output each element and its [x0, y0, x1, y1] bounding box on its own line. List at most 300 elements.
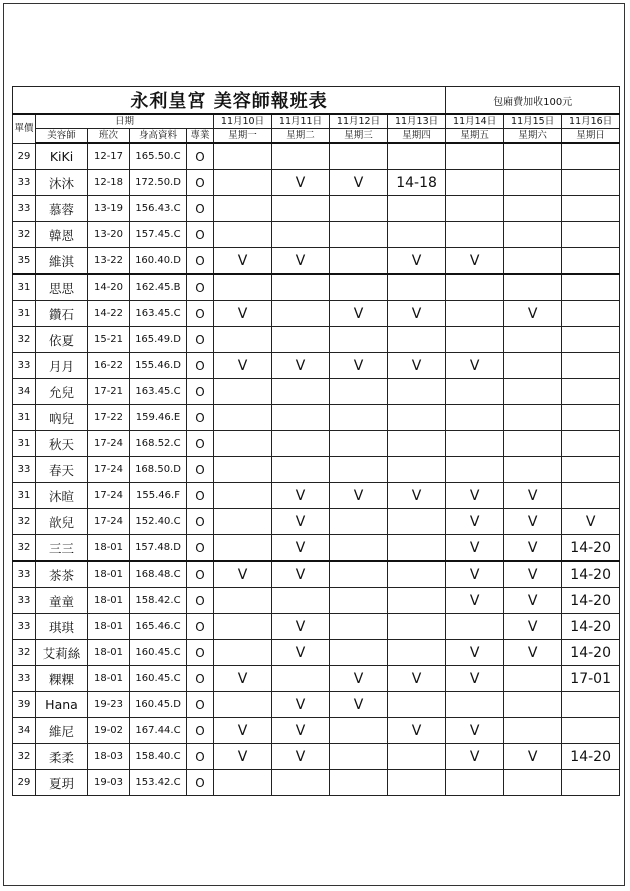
cell-day [214, 509, 272, 535]
cell-day [388, 561, 446, 588]
cell-day [330, 561, 388, 588]
cell-day [446, 143, 504, 170]
cell-price: 32 [13, 509, 36, 535]
cell-pro: O [187, 640, 214, 666]
cell-name: 慕蓉 [36, 196, 88, 222]
cell-day [272, 405, 330, 431]
cell-day [330, 431, 388, 457]
cell-pro: O [187, 405, 214, 431]
cell-body: 165.49.D [130, 327, 187, 353]
cell-price: 33 [13, 561, 36, 588]
cell-day [214, 535, 272, 562]
cell-pro: O [187, 431, 214, 457]
cell-day: 14-20 [562, 561, 620, 588]
cell-day [388, 770, 446, 796]
header-weekday: 星期二 [272, 129, 330, 144]
cell-day [562, 327, 620, 353]
cell-price: 31 [13, 405, 36, 431]
cell-body: 165.46.C [130, 614, 187, 640]
cell-day: V [388, 483, 446, 509]
cell-name: 思思 [36, 274, 88, 301]
cell-body: 155.46.D [130, 353, 187, 379]
cell-day [330, 535, 388, 562]
cell-day: 14-18 [388, 170, 446, 196]
cell-shift: 18-03 [88, 744, 130, 770]
cell-day: V [504, 535, 562, 562]
header-date: 11月11日 [272, 114, 330, 129]
cell-day: V [272, 170, 330, 196]
cell-shift: 17-22 [88, 405, 130, 431]
cell-day [330, 405, 388, 431]
cell-day [446, 222, 504, 248]
cell-day [504, 170, 562, 196]
cell-day [562, 483, 620, 509]
cell-shift: 18-01 [88, 666, 130, 692]
cell-name: 吶兒 [36, 405, 88, 431]
cell-name: 童童 [36, 588, 88, 614]
cell-day [388, 327, 446, 353]
cell-day [562, 301, 620, 327]
cell-name: 允兒 [36, 379, 88, 405]
cell-price: 31 [13, 483, 36, 509]
cell-day: V [388, 248, 446, 275]
cell-day: V [330, 301, 388, 327]
cell-day [272, 431, 330, 457]
cell-day [446, 274, 504, 301]
cell-day: 14-20 [562, 640, 620, 666]
cell-body: 162.45.B [130, 274, 187, 301]
cell-day [388, 379, 446, 405]
cell-name: 韓恩 [36, 222, 88, 248]
cell-day: V [214, 666, 272, 692]
cell-day: V [446, 588, 504, 614]
table-row [13, 405, 620, 431]
cell-body: 153.42.C [130, 770, 187, 796]
cell-name: 艾莉絲 [36, 640, 88, 666]
table-row [13, 666, 620, 692]
cell-shift: 17-24 [88, 483, 130, 509]
cell-day [214, 483, 272, 509]
cell-name: 沐暄 [36, 483, 88, 509]
cell-name: 月月 [36, 353, 88, 379]
cell-name: Hana [36, 692, 88, 718]
table-row [13, 196, 620, 222]
cell-day [330, 718, 388, 744]
cell-day [214, 431, 272, 457]
cell-pro: O [187, 143, 214, 170]
cell-day [388, 692, 446, 718]
cell-pro: O [187, 692, 214, 718]
cell-price: 33 [13, 170, 36, 196]
cell-price: 34 [13, 379, 36, 405]
cell-name: 三三 [36, 535, 88, 562]
cell-name: 沐沐 [36, 170, 88, 196]
cell-day [562, 379, 620, 405]
cell-day: V [272, 535, 330, 562]
cell-day [562, 692, 620, 718]
cell-day [388, 509, 446, 535]
cell-body: 172.50.D [130, 170, 187, 196]
cell-pro: O [187, 561, 214, 588]
cell-day [330, 614, 388, 640]
cell-body: 168.48.C [130, 561, 187, 588]
cell-day [562, 405, 620, 431]
cell-body: 168.50.D [130, 457, 187, 483]
cell-day [504, 248, 562, 275]
cell-name: 春天 [36, 457, 88, 483]
cell-day: V [272, 744, 330, 770]
cell-day [388, 744, 446, 770]
cell-day [562, 431, 620, 457]
table-row [13, 379, 620, 405]
cell-day [446, 196, 504, 222]
cell-day: V [446, 666, 504, 692]
cell-day [330, 509, 388, 535]
cell-day [388, 535, 446, 562]
cell-day [504, 143, 562, 170]
cell-day: V [504, 301, 562, 327]
cell-day: V [214, 561, 272, 588]
cell-day [388, 431, 446, 457]
cell-day [272, 143, 330, 170]
cell-price: 34 [13, 718, 36, 744]
cell-day: 17-01 [562, 666, 620, 692]
cell-day [388, 143, 446, 170]
cell-pro: O [187, 770, 214, 796]
cell-day [214, 614, 272, 640]
header-shift: 班次 [88, 129, 130, 144]
header-date: 11月15日 [504, 114, 562, 129]
cell-body: 163.45.C [130, 301, 187, 327]
header-date: 11月12日 [330, 114, 388, 129]
cell-day: V [504, 640, 562, 666]
cell-shift: 18-01 [88, 614, 130, 640]
cell-body: 158.42.C [130, 588, 187, 614]
cell-price: 33 [13, 353, 36, 379]
table-row [13, 143, 620, 170]
cell-day: V [272, 353, 330, 379]
cell-shift: 13-22 [88, 248, 130, 275]
table-row [13, 301, 620, 327]
cell-day [562, 718, 620, 744]
header-pro: 專業 [187, 129, 214, 144]
cell-name: KiKi [36, 143, 88, 170]
cell-day [504, 457, 562, 483]
cell-body: 167.44.C [130, 718, 187, 744]
cell-day [214, 379, 272, 405]
cell-day [562, 248, 620, 275]
table-row [13, 509, 620, 535]
cell-day [272, 301, 330, 327]
cell-day [388, 588, 446, 614]
header-body: 身高資料 [130, 129, 187, 144]
cell-day [272, 196, 330, 222]
cell-day [214, 457, 272, 483]
cell-day [214, 327, 272, 353]
cell-pro: O [187, 222, 214, 248]
cell-day [330, 379, 388, 405]
cell-day [504, 405, 562, 431]
cell-price: 33 [13, 196, 36, 222]
cell-day: V [446, 483, 504, 509]
cell-day [388, 457, 446, 483]
cell-shift: 15-21 [88, 327, 130, 353]
header-date: 11月13日 [388, 114, 446, 129]
cell-day [446, 405, 504, 431]
cell-day [330, 588, 388, 614]
cell-pro: O [187, 588, 214, 614]
cell-day [214, 692, 272, 718]
cell-day [330, 196, 388, 222]
cell-day: V [272, 614, 330, 640]
cell-day: 14-20 [562, 535, 620, 562]
cell-body: 155.46.F [130, 483, 187, 509]
header-weekday: 星期三 [330, 129, 388, 144]
header-weekday: 星期五 [446, 129, 504, 144]
cell-day: V [330, 353, 388, 379]
cell-pro: O [187, 718, 214, 744]
cell-day [562, 170, 620, 196]
cell-day [504, 353, 562, 379]
cell-day [504, 222, 562, 248]
cell-day: V [446, 640, 504, 666]
cell-day: V [446, 535, 504, 562]
cell-day [504, 666, 562, 692]
cell-day [330, 222, 388, 248]
cell-body: 157.48.D [130, 535, 187, 562]
table-row [13, 614, 620, 640]
cell-day: V [272, 509, 330, 535]
cell-day [330, 143, 388, 170]
cell-day [330, 744, 388, 770]
cell-day [562, 353, 620, 379]
cell-pro: O [187, 248, 214, 275]
cell-day [446, 770, 504, 796]
cell-body: 159.46.E [130, 405, 187, 431]
cell-day: V [562, 509, 620, 535]
cell-shift: 18-01 [88, 535, 130, 562]
cell-day: V [504, 744, 562, 770]
cell-day: V [272, 640, 330, 666]
cell-day [214, 222, 272, 248]
cell-day [562, 196, 620, 222]
header-row-dates [13, 114, 620, 129]
cell-day: V [446, 561, 504, 588]
cell-price: 33 [13, 588, 36, 614]
cell-day [504, 718, 562, 744]
cell-day [214, 170, 272, 196]
cell-shift: 19-23 [88, 692, 130, 718]
cell-day: V [446, 248, 504, 275]
cell-pro: O [187, 744, 214, 770]
cell-body: 163.45.C [130, 379, 187, 405]
cell-day [214, 588, 272, 614]
cell-price: 31 [13, 431, 36, 457]
cell-name: 粿粿 [36, 666, 88, 692]
cell-day: V [214, 301, 272, 327]
cell-price: 33 [13, 666, 36, 692]
cell-day [562, 457, 620, 483]
cell-name: 夏玥 [36, 770, 88, 796]
cell-price: 39 [13, 692, 36, 718]
cell-body: 160.45.D [130, 692, 187, 718]
table-row [13, 692, 620, 718]
cell-name: 茶茶 [36, 561, 88, 588]
table-row [13, 353, 620, 379]
header-date: 11月10日 [214, 114, 272, 129]
cell-price: 31 [13, 301, 36, 327]
header-date-label: 日期 [36, 114, 214, 129]
cell-name: 鑽石 [36, 301, 88, 327]
cell-price: 32 [13, 222, 36, 248]
cell-day [446, 692, 504, 718]
cell-day [446, 301, 504, 327]
cell-shift: 12-17 [88, 143, 130, 170]
cell-day: V [272, 718, 330, 744]
cell-name: 柔柔 [36, 744, 88, 770]
cell-day: V [272, 248, 330, 275]
cell-price: 32 [13, 744, 36, 770]
cell-name: 依夏 [36, 327, 88, 353]
cell-day [562, 143, 620, 170]
cell-day [214, 640, 272, 666]
cell-pro: O [187, 301, 214, 327]
cell-day: V [214, 353, 272, 379]
cell-day [272, 588, 330, 614]
title-row [13, 87, 620, 115]
cell-day [446, 379, 504, 405]
table-row [13, 274, 620, 301]
cell-day: V [214, 248, 272, 275]
cell-body: 156.43.C [130, 196, 187, 222]
cell-day [272, 274, 330, 301]
cell-day [214, 143, 272, 170]
table-row [13, 431, 620, 457]
header-weekday: 星期四 [388, 129, 446, 144]
cell-day [214, 274, 272, 301]
cell-body: 165.50.C [130, 143, 187, 170]
cell-shift: 16-22 [88, 353, 130, 379]
cell-pro: O [187, 483, 214, 509]
cell-shift: 14-20 [88, 274, 130, 301]
cell-shift: 18-01 [88, 561, 130, 588]
cell-day [272, 379, 330, 405]
table-row [13, 770, 620, 796]
cell-pro: O [187, 170, 214, 196]
cell-day: V [330, 483, 388, 509]
cell-shift: 17-24 [88, 509, 130, 535]
cell-day: V [214, 744, 272, 770]
cell-day [504, 692, 562, 718]
cell-body: 152.40.C [130, 509, 187, 535]
cell-shift: 18-01 [88, 640, 130, 666]
cell-name: 琪琪 [36, 614, 88, 640]
cell-name: 維尼 [36, 718, 88, 744]
cell-price: 35 [13, 248, 36, 275]
cell-day [272, 666, 330, 692]
cell-pro: O [187, 509, 214, 535]
cell-shift: 13-20 [88, 222, 130, 248]
cell-pro: O [187, 379, 214, 405]
cell-day [330, 457, 388, 483]
cell-day [330, 770, 388, 796]
cell-day: V [388, 666, 446, 692]
cell-pro: O [187, 196, 214, 222]
cell-day: V [330, 692, 388, 718]
header-name: 美容師 [36, 129, 88, 144]
cell-pro: O [187, 274, 214, 301]
cell-price: 32 [13, 640, 36, 666]
cell-day [446, 431, 504, 457]
cell-price: 32 [13, 535, 36, 562]
cell-day: V [504, 588, 562, 614]
table-row [13, 640, 620, 666]
cell-shift: 18-01 [88, 588, 130, 614]
cell-day: V [504, 509, 562, 535]
cell-body: 158.40.C [130, 744, 187, 770]
cell-day [562, 222, 620, 248]
cell-day [214, 196, 272, 222]
cell-day: 14-20 [562, 588, 620, 614]
table-row [13, 561, 620, 588]
cell-shift: 14-22 [88, 301, 130, 327]
surcharge-note: 包廂費加收100元 [446, 87, 620, 115]
cell-shift: 19-03 [88, 770, 130, 796]
cell-day [388, 196, 446, 222]
cell-day [504, 770, 562, 796]
cell-day: V [504, 561, 562, 588]
cell-day [504, 431, 562, 457]
header-date: 11月14日 [446, 114, 504, 129]
cell-day: V [446, 744, 504, 770]
cell-day: V [330, 666, 388, 692]
cell-day: V [504, 614, 562, 640]
cell-day: V [214, 718, 272, 744]
cell-day: V [330, 170, 388, 196]
cell-pro: O [187, 457, 214, 483]
cell-day [272, 222, 330, 248]
cell-day [388, 405, 446, 431]
cell-day: V [272, 692, 330, 718]
header-row-columns [13, 129, 620, 144]
cell-day: 14-20 [562, 744, 620, 770]
cell-day [214, 405, 272, 431]
cell-day: V [388, 301, 446, 327]
cell-day [272, 327, 330, 353]
cell-price: 33 [13, 614, 36, 640]
cell-shift: 12-18 [88, 170, 130, 196]
cell-day: V [388, 353, 446, 379]
cell-day [504, 379, 562, 405]
cell-day: V [388, 718, 446, 744]
cell-pro: O [187, 614, 214, 640]
cell-day: V [272, 483, 330, 509]
cell-name: 歆兒 [36, 509, 88, 535]
header-price: 單價 [13, 114, 36, 143]
cell-day [272, 457, 330, 483]
cell-day [330, 274, 388, 301]
cell-day [446, 457, 504, 483]
cell-day: V [446, 718, 504, 744]
cell-day [330, 327, 388, 353]
cell-price: 29 [13, 770, 36, 796]
cell-pro: O [187, 535, 214, 562]
header-weekday: 星期日 [562, 129, 620, 144]
cell-day: V [272, 561, 330, 588]
cell-pro: O [187, 353, 214, 379]
cell-day [388, 640, 446, 666]
table-row [13, 170, 620, 196]
